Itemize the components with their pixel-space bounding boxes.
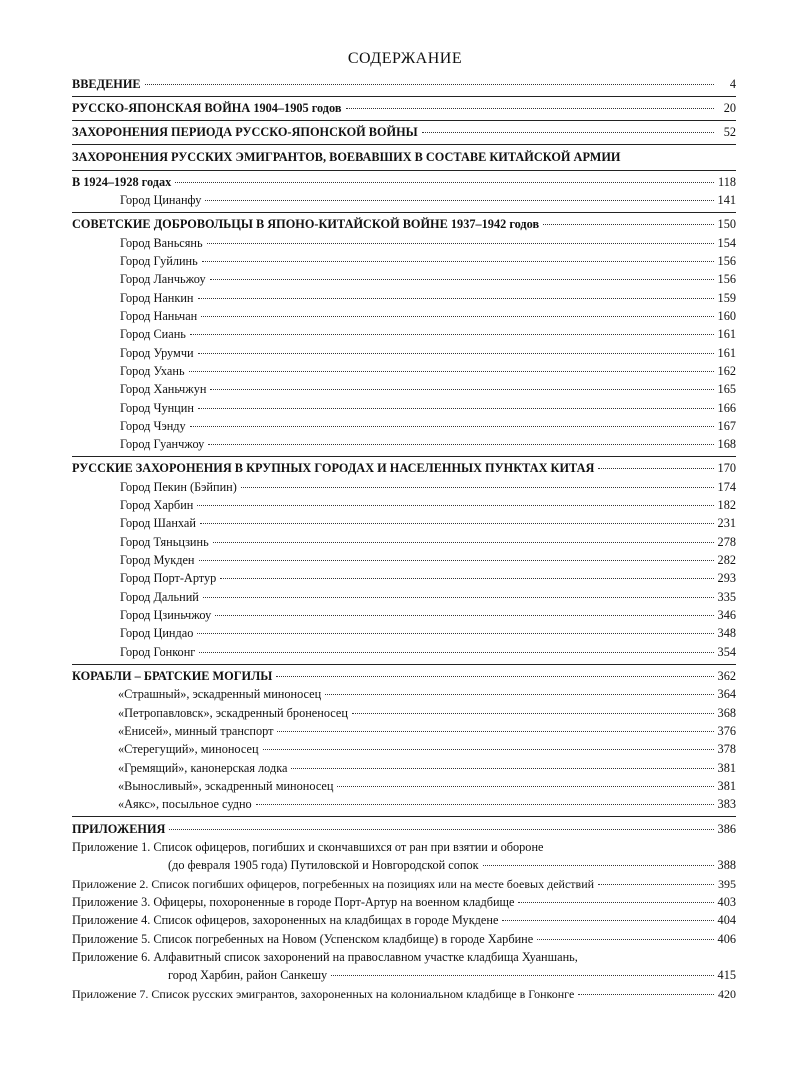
toc-entry-city[interactable] xyxy=(120,272,736,287)
toc-label: Город Тяньцзинь xyxy=(120,535,209,549)
dot-leader xyxy=(201,316,713,317)
dot-leader xyxy=(543,224,713,225)
toc-entry-appendix-6-line1[interactable] xyxy=(72,950,736,965)
toc-entry-appendices[interactable] xyxy=(72,822,736,837)
toc-page: 368 xyxy=(717,706,736,720)
toc-label: Город Пекин (Бэйпин) xyxy=(120,480,237,494)
dot-leader xyxy=(331,975,713,976)
toc-label: Приложение 5. Список погребенных на Новом (Успенском кладбище) в городе Харбине xyxy=(72,932,534,946)
toc-page: 150 xyxy=(717,217,736,231)
dot-leader xyxy=(325,694,713,695)
dot-leader xyxy=(199,560,714,561)
toc-entry-appendix-6-line2[interactable] xyxy=(168,968,736,983)
toc-label: город Харбин, район Санкешу xyxy=(168,968,328,982)
dot-leader xyxy=(213,542,714,543)
toc-page: 166 xyxy=(717,401,736,415)
toc-entry-city[interactable] xyxy=(120,437,736,452)
toc-label: (до февраля 1905 года) Путиловской и Новгородской сопок xyxy=(168,858,479,872)
toc-label: Город Урумчи xyxy=(120,346,194,360)
toc-entry-city[interactable] xyxy=(120,364,736,379)
dot-leader xyxy=(483,865,714,866)
toc-entry-city[interactable] xyxy=(120,401,736,416)
toc-label: «Страшный», эскадренный миноносец xyxy=(118,687,322,701)
toc-page: 378 xyxy=(717,742,736,756)
toc-label: «Стерегущий», миноносец xyxy=(118,742,259,756)
dot-leader xyxy=(518,902,713,903)
toc-label: РУССКО-ЯПОНСКАЯ ВОЙНА 1904–1905 годов xyxy=(72,101,342,115)
toc-entry-city[interactable] xyxy=(120,291,736,306)
toc-label: Город Чэнду xyxy=(120,419,186,433)
dot-leader xyxy=(210,279,714,280)
toc-entry-emigrants-line1[interactable] xyxy=(72,150,672,165)
dot-leader xyxy=(337,786,713,787)
dot-leader xyxy=(203,597,714,598)
toc-label: Город Сиань xyxy=(120,327,186,341)
toc-label: В 1924–1928 годах xyxy=(72,175,172,189)
toc-page: 168 xyxy=(717,437,736,451)
toc-page: 161 xyxy=(717,346,736,360)
toc-page: 386 xyxy=(717,822,736,836)
toc-page: 154 xyxy=(717,236,736,250)
toc-page: 167 xyxy=(717,419,736,433)
toc-label: Город Ухань xyxy=(120,364,185,378)
toc-label: «Енисей», минный транспорт xyxy=(118,724,274,738)
toc-label: Город Чунцин xyxy=(120,401,194,415)
toc-page: 156 xyxy=(717,272,736,286)
dot-leader xyxy=(263,749,714,750)
toc-page: 182 xyxy=(717,498,736,512)
toc-entry-appendix-3[interactable] xyxy=(72,895,736,910)
dot-leader xyxy=(210,389,713,390)
toc-entry-ship[interactable] xyxy=(118,742,736,757)
toc-entry-appendix-1-line2[interactable] xyxy=(168,858,736,873)
toc-label: «Петропавловск», эскадренный броненосец xyxy=(118,706,348,720)
toc-entry-city[interactable] xyxy=(120,516,736,531)
toc-page: 20 xyxy=(723,101,736,115)
toc-page: 278 xyxy=(717,535,736,549)
toc-entry-ship[interactable] xyxy=(118,724,736,739)
dot-leader xyxy=(190,426,714,427)
toc-label: Приложение 1. Список офицеров, погибших и скончавшихся от ран при взятии и обороне xyxy=(72,840,544,854)
toc-label: «Аякс», посыльное судно xyxy=(118,797,252,811)
toc-entry-ship[interactable] xyxy=(118,687,736,702)
toc-page: 388 xyxy=(717,858,736,872)
toc-label: СОВЕТСКИЕ ДОБРОВОЛЬЦЫ В ЯПОНО-КИТАЙСКОЙ ВОЙНЕ 1937–1942 годов xyxy=(72,217,540,231)
section-divider xyxy=(72,120,736,121)
toc-entry-city[interactable] xyxy=(120,254,736,269)
dot-leader xyxy=(205,200,713,201)
toc-page: 156 xyxy=(717,254,736,268)
toc-page: 383 xyxy=(717,797,736,811)
dot-leader xyxy=(189,371,714,372)
dot-leader xyxy=(256,804,714,805)
toc-entry-appendix-5[interactable] xyxy=(72,932,736,947)
dot-leader xyxy=(208,444,713,445)
dot-leader xyxy=(197,505,713,506)
toc-page: 159 xyxy=(717,291,736,305)
toc-entry-russian-burials[interactable] xyxy=(72,461,736,476)
toc-page: 348 xyxy=(717,626,736,640)
dot-leader xyxy=(197,633,713,634)
dot-leader xyxy=(598,884,714,885)
toc-page: 354 xyxy=(717,645,736,659)
section-divider xyxy=(72,144,736,145)
toc-label: Город Циндао xyxy=(120,626,194,640)
dot-leader xyxy=(198,353,714,354)
section-divider xyxy=(72,456,736,457)
section-divider xyxy=(72,96,736,97)
toc-label: Приложение 4. Список офицеров, захороненных на кладбищах в городе Мукдене xyxy=(72,913,499,927)
toc-label: Город Ланчьжоу xyxy=(120,272,206,286)
toc-label: Город Шанхай xyxy=(120,516,196,530)
dot-leader xyxy=(537,939,713,940)
toc-entry-appendix-7[interactable] xyxy=(72,987,736,1002)
dot-leader xyxy=(175,182,714,183)
toc-entry-city[interactable] xyxy=(120,571,736,586)
dot-leader xyxy=(502,920,713,921)
section-divider xyxy=(72,212,736,213)
toc-entry-city[interactable] xyxy=(120,419,736,434)
toc-label: РУССКИЕ ЗАХОРОНЕНИЯ В КРУПНЫХ ГОРОДАХ И НАСЕЛЕННЫХ ПУНКТАХ КИТАЯ xyxy=(72,461,595,475)
dot-leader xyxy=(277,731,713,732)
toc-label: Город Дальний xyxy=(120,590,199,604)
toc-page: 403 xyxy=(717,895,736,909)
toc-page: 118 xyxy=(718,175,736,189)
section-divider xyxy=(72,664,736,665)
dot-leader xyxy=(291,768,713,769)
toc-label: Приложение 7. Список русских эмигрантов, захороненных на колониальном кладбище в Гонконге xyxy=(72,987,575,1001)
dot-leader xyxy=(190,334,714,335)
toc-page: 420 xyxy=(718,987,736,1001)
dot-leader xyxy=(207,243,714,244)
toc-label: Город Цзиньчжоу xyxy=(120,608,212,622)
toc-label: Город Ханьчжун xyxy=(120,382,207,396)
toc-page: 231 xyxy=(717,516,736,530)
toc-page: 364 xyxy=(717,687,736,701)
toc-label: Город Цинанфу xyxy=(120,193,202,207)
toc-page: 381 xyxy=(717,761,736,775)
section-divider xyxy=(72,816,736,817)
toc-label: ЗАХОРОНЕНИЯ ПЕРИОДА РУССКО-ЯПОНСКОЙ ВОЙНЫ xyxy=(72,125,418,139)
toc-entry-appendix-4[interactable] xyxy=(72,913,736,928)
toc-label: ПРИЛОЖЕНИЯ xyxy=(72,822,166,836)
toc-entry-ship[interactable] xyxy=(118,797,736,812)
toc-page: 406 xyxy=(717,932,736,946)
toc-page: 161 xyxy=(717,327,736,341)
toc-page: 282 xyxy=(717,553,736,567)
toc-entry-ship[interactable] xyxy=(118,761,736,776)
toc-label: Город Ваньсянь xyxy=(120,236,203,250)
dot-leader xyxy=(215,615,713,616)
toc-page: 4 xyxy=(729,77,736,91)
toc-page: 162 xyxy=(717,364,736,378)
toc-label: Город Гуанчжоу xyxy=(120,437,205,451)
toc-entry-city[interactable] xyxy=(120,608,736,623)
toc-page: 293 xyxy=(717,571,736,585)
toc-label: Город Гуйлинь xyxy=(120,254,198,268)
toc-entry-city[interactable] xyxy=(120,626,736,641)
toc-label: Приложение 3. Офицеры, похороненные в городе Порт-Артур на военном кладбище xyxy=(72,895,515,909)
toc-page: 174 xyxy=(717,480,736,494)
dot-leader xyxy=(276,676,713,677)
toc-page: 165 xyxy=(717,382,736,396)
toc-entry-soviet-volunteers[interactable] xyxy=(72,217,736,232)
toc-page: 381 xyxy=(717,779,736,793)
toc-label: Приложение 6. Алфавитный список захоронений на православном участке кладбища Хуаншань, xyxy=(72,950,578,964)
toc-label: Город Гонконг xyxy=(120,645,196,659)
toc-label: ЗАХОРОНЕНИЯ РУССКИХ ЭМИГРАНТОВ, ВОЕВАВШИХ В СОСТАВЕ КИТАЙСКОЙ АРМИИ xyxy=(72,150,621,164)
toc-label: «Выносливый», эскадренный миноносец xyxy=(118,779,334,793)
toc-page: 335 xyxy=(717,590,736,604)
toc-label: Город Порт-Артур xyxy=(120,571,217,585)
toc-label: ВВЕДЕНИЕ xyxy=(72,77,141,91)
dot-leader xyxy=(578,994,714,995)
dot-leader xyxy=(199,652,713,653)
toc-label: Город Наньчан xyxy=(120,309,198,323)
dot-leader xyxy=(145,84,714,85)
toc-entry-city[interactable] xyxy=(120,480,736,495)
toc-label: «Гремящий», канонерская лодка xyxy=(118,761,288,775)
toc-entry-war-burials[interactable] xyxy=(72,125,736,140)
dot-leader xyxy=(220,578,713,579)
toc-entry-city[interactable] xyxy=(120,645,736,660)
dot-leader xyxy=(241,487,714,488)
toc-label: Город Нанкин xyxy=(120,291,194,305)
dot-leader xyxy=(198,298,714,299)
toc-label: Город Мукден xyxy=(120,553,195,567)
dot-leader xyxy=(200,523,714,524)
toc-page: 404 xyxy=(717,913,736,927)
dot-leader xyxy=(422,132,714,133)
toc-page: 362 xyxy=(717,669,736,683)
dot-leader xyxy=(198,408,714,409)
toc-page: 160 xyxy=(717,309,736,323)
toc-entry-ship[interactable] xyxy=(118,779,736,794)
toc-entry-ship[interactable] xyxy=(118,706,736,721)
toc-entry-appendix-2[interactable] xyxy=(72,877,736,892)
toc-entry-introduction[interactable] xyxy=(72,77,736,92)
toc-page: 376 xyxy=(717,724,736,738)
toc-entry-city[interactable] xyxy=(120,553,736,568)
toc-page: 141 xyxy=(717,193,736,207)
toc-page: 346 xyxy=(717,608,736,622)
toc-entry-city[interactable] xyxy=(120,346,736,361)
section-divider xyxy=(72,170,736,171)
dot-leader xyxy=(352,713,714,714)
toc-page: 52 xyxy=(723,125,736,139)
toc-entry-emigrants-line2[interactable] xyxy=(72,175,736,190)
toc-label: Город Харбин xyxy=(120,498,194,512)
dot-leader xyxy=(202,261,714,262)
toc-label: КОРАБЛИ – БРАТСКИЕ МОГИЛЫ xyxy=(72,669,273,683)
toc-page: 395 xyxy=(718,877,736,891)
toc-entry-appendix-1-line1[interactable] xyxy=(72,840,736,855)
toc-label: Приложение 2. Список погибших офицеров, погребенных на позициях или на месте боевых действий xyxy=(72,877,595,891)
toc-entry-city[interactable] xyxy=(120,327,736,342)
dot-leader xyxy=(598,468,713,469)
toc-entry-city[interactable] xyxy=(120,498,736,513)
toc-entry-city[interactable] xyxy=(120,382,736,397)
toc-entry-city[interactable] xyxy=(120,309,736,324)
toc-entry-russo-japanese-war[interactable] xyxy=(72,101,736,116)
toc-page: 170 xyxy=(717,461,736,475)
toc-page: 415 xyxy=(717,968,736,982)
toc-entry-ships[interactable] xyxy=(72,669,736,684)
toc-entry-city[interactable] xyxy=(120,590,736,605)
toc-entry-city[interactable] xyxy=(120,236,736,251)
toc-entry-city[interactable] xyxy=(120,535,736,550)
toc-entry-city[interactable] xyxy=(120,193,736,208)
dot-leader xyxy=(169,829,713,830)
page-title: СОДЕРЖАНИЕ xyxy=(347,50,463,67)
dot-leader xyxy=(346,108,714,109)
